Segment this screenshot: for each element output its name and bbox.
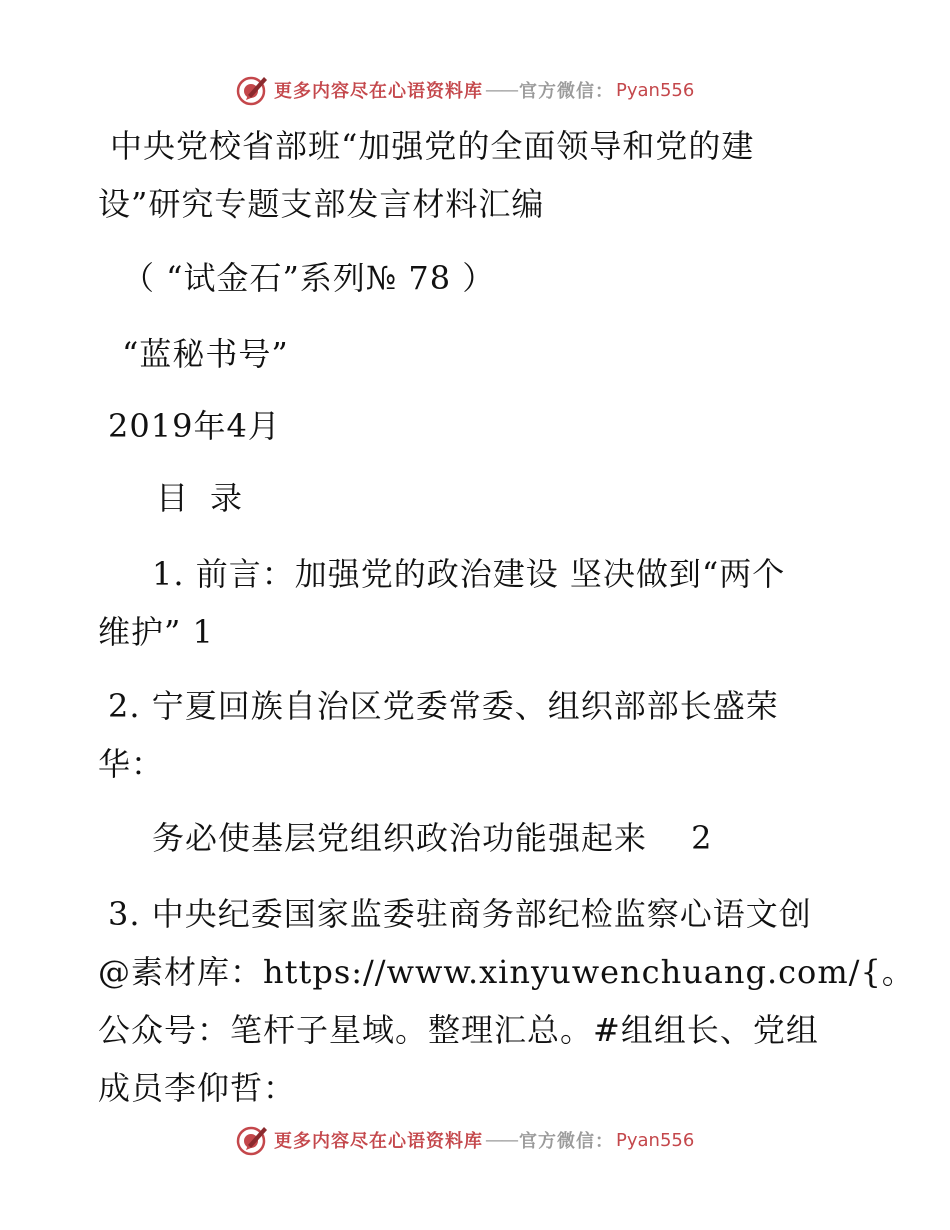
pen-logo-icon	[236, 73, 270, 107]
watermark-bottom	[236, 1122, 694, 1158]
toc-item-2-line-1: 2. 宁夏回族自治区党委常委、组织部部长盛荣	[108, 687, 779, 725]
title-line-1: 中央党校省部班“加强党的全面领导和党的建	[110, 127, 755, 165]
watermark-top	[236, 72, 694, 108]
toc-item-3-line-1: 3. 中央纪委国家监委驻商务部纪检监察心语文创	[108, 895, 812, 933]
pen-logo-icon	[236, 1123, 270, 1157]
watermark-main-text: 更多内容尽在心语资料库	[274, 1131, 483, 1152]
watermark-main-text: 更多内容尽在心语资料库	[274, 81, 483, 102]
title-line-2: 设”研究专题支部发言材料汇编	[98, 185, 545, 223]
toc-item-3-line-4: 成员李仰哲：	[98, 1069, 297, 1107]
toc-item-1-line-1: 1. 前言：加强党的政治建设 坚决做到“两个	[152, 555, 786, 593]
toc-item-3-line-3: 公众号：笔杆子星域。整理汇总。#组组长、党组	[98, 1011, 819, 1049]
date-line: 2019年4月	[108, 407, 281, 445]
toc-item-2-line-2: 华：	[98, 745, 165, 783]
series-line: （ “试金石”系列№ 78 ）	[122, 259, 496, 297]
toc-item-2-line-3: 务必使基层党组织政治功能强起来 2	[152, 819, 713, 857]
toc-heading: 目录	[156, 479, 265, 517]
publisher-line: “蓝秘书号”	[122, 335, 289, 373]
watermark-wechat-label: 官方微信：	[519, 1131, 614, 1152]
toc-item-3-line-2: @素材库：https://www.xinyuwenchuang.com/{。	[98, 953, 915, 991]
watermark-wechat-id: Pyan556	[616, 1129, 695, 1151]
toc-item-1-line-2: 维护” 1	[98, 613, 214, 651]
watermark-dash: ——	[485, 1129, 517, 1151]
watermark-wechat-label: 官方微信：	[519, 81, 614, 102]
watermark-dash: ——	[485, 79, 517, 101]
watermark-wechat-id: Pyan556	[616, 79, 695, 101]
